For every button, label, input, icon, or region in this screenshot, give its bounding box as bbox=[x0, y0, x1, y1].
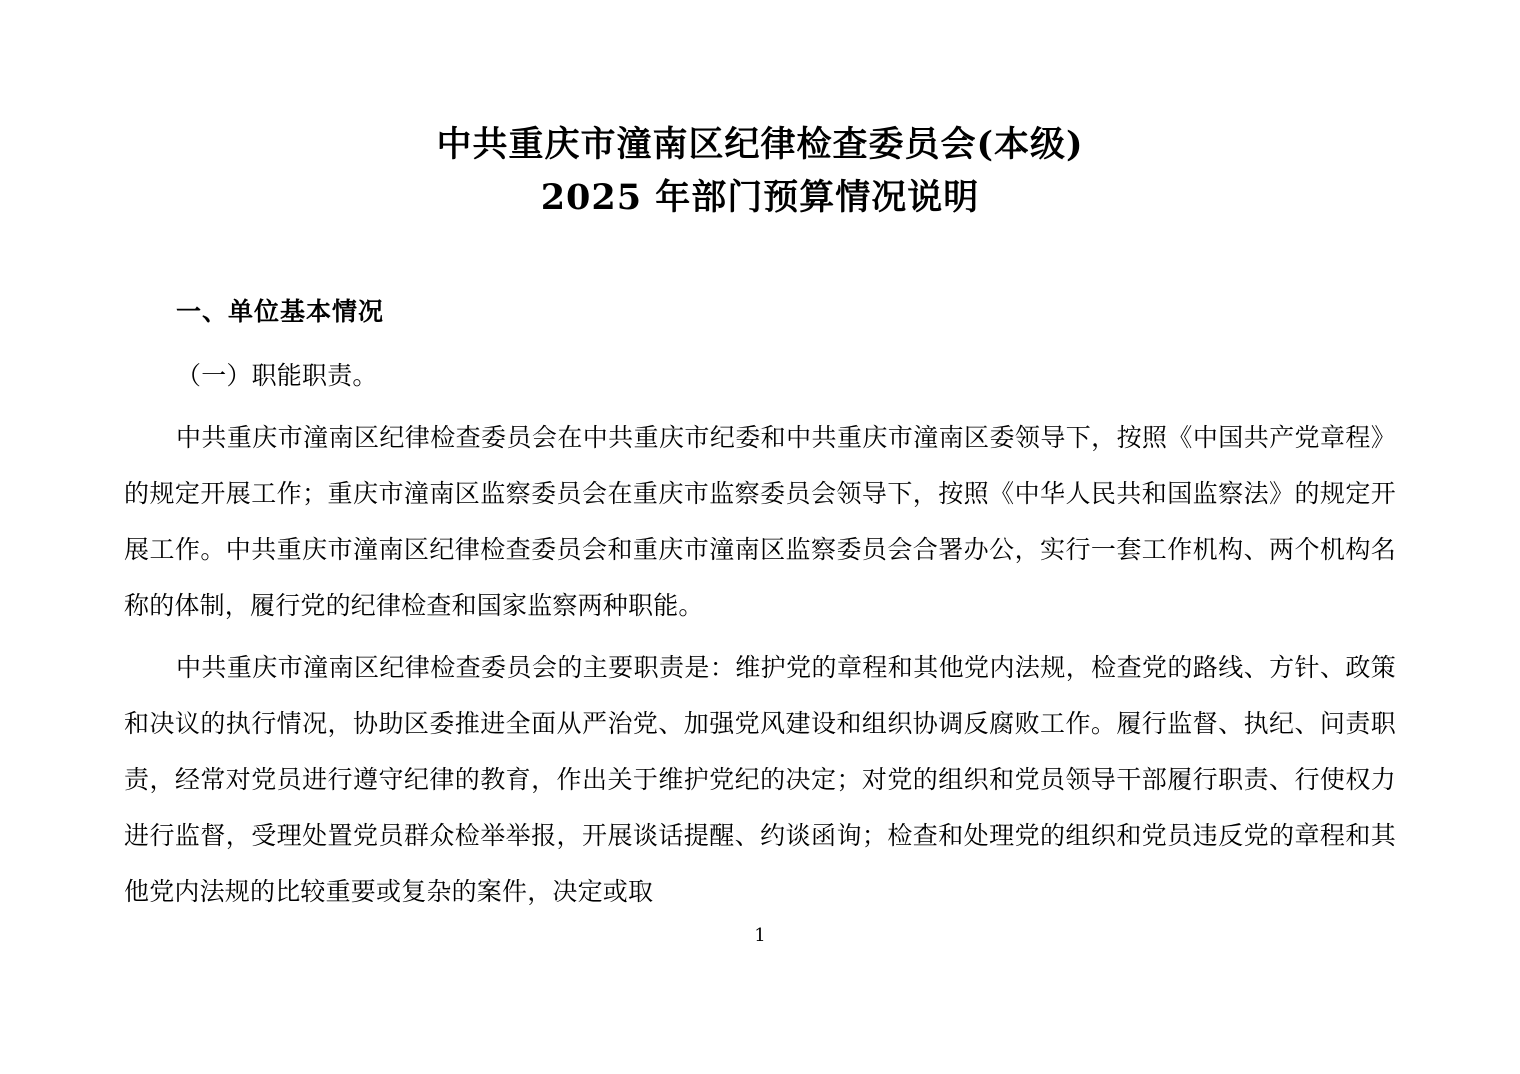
page-number: 1 bbox=[754, 925, 766, 946]
title-line-2: 2025 年部门预算情况说明 bbox=[540, 177, 980, 218]
section-heading: 一、单位基本情况 bbox=[176, 297, 385, 326]
document-title bbox=[124, 0, 1396, 224]
paragraph-2: 中共重庆市潼南区纪律检查委员会的主要职责是：维护党的章程和其他党内法规，检查党的路线、方针、政策和决议的执行情况，协助区委推进全面从严治党、加强党风建设和组织协调反腐败工作。履行监督、执纪、问责职责，经常对党员进行遵守纪律的教育，作出关于维护党纪的决定；对党的组织和党员领导干部履行职责、行使权力进行监督，受理处置党员群众检举举报，开展谈话提醒、约谈函询；检查和处理党的组织和党员违反党的章程和其他党内法规的比较重要或复杂的案件，决定或取 bbox=[124, 653, 1396, 906]
subsection-heading: （一）职能职责。 bbox=[176, 361, 378, 390]
title-line-1: 中共重庆市潼南区纪律检查委员会(本级) bbox=[436, 124, 1084, 165]
paragraph-1: 中共重庆市潼南区纪律检查委员会在中共重庆市纪委和中共重庆市潼南区委领导下，按照《中国共产党章程》的规定开展工作；重庆市潼南区监察委员会在重庆市监察委员会领导下，按照《中华人民共和国监察法》的规定开展工作。中共重庆市潼南区纪律检查委员会和重庆市潼南区监察委员会合署办公，实行一套工作机构、两个机构名称的体制，履行党的纪律检查和国家监察两种职能。 bbox=[124, 423, 1396, 620]
